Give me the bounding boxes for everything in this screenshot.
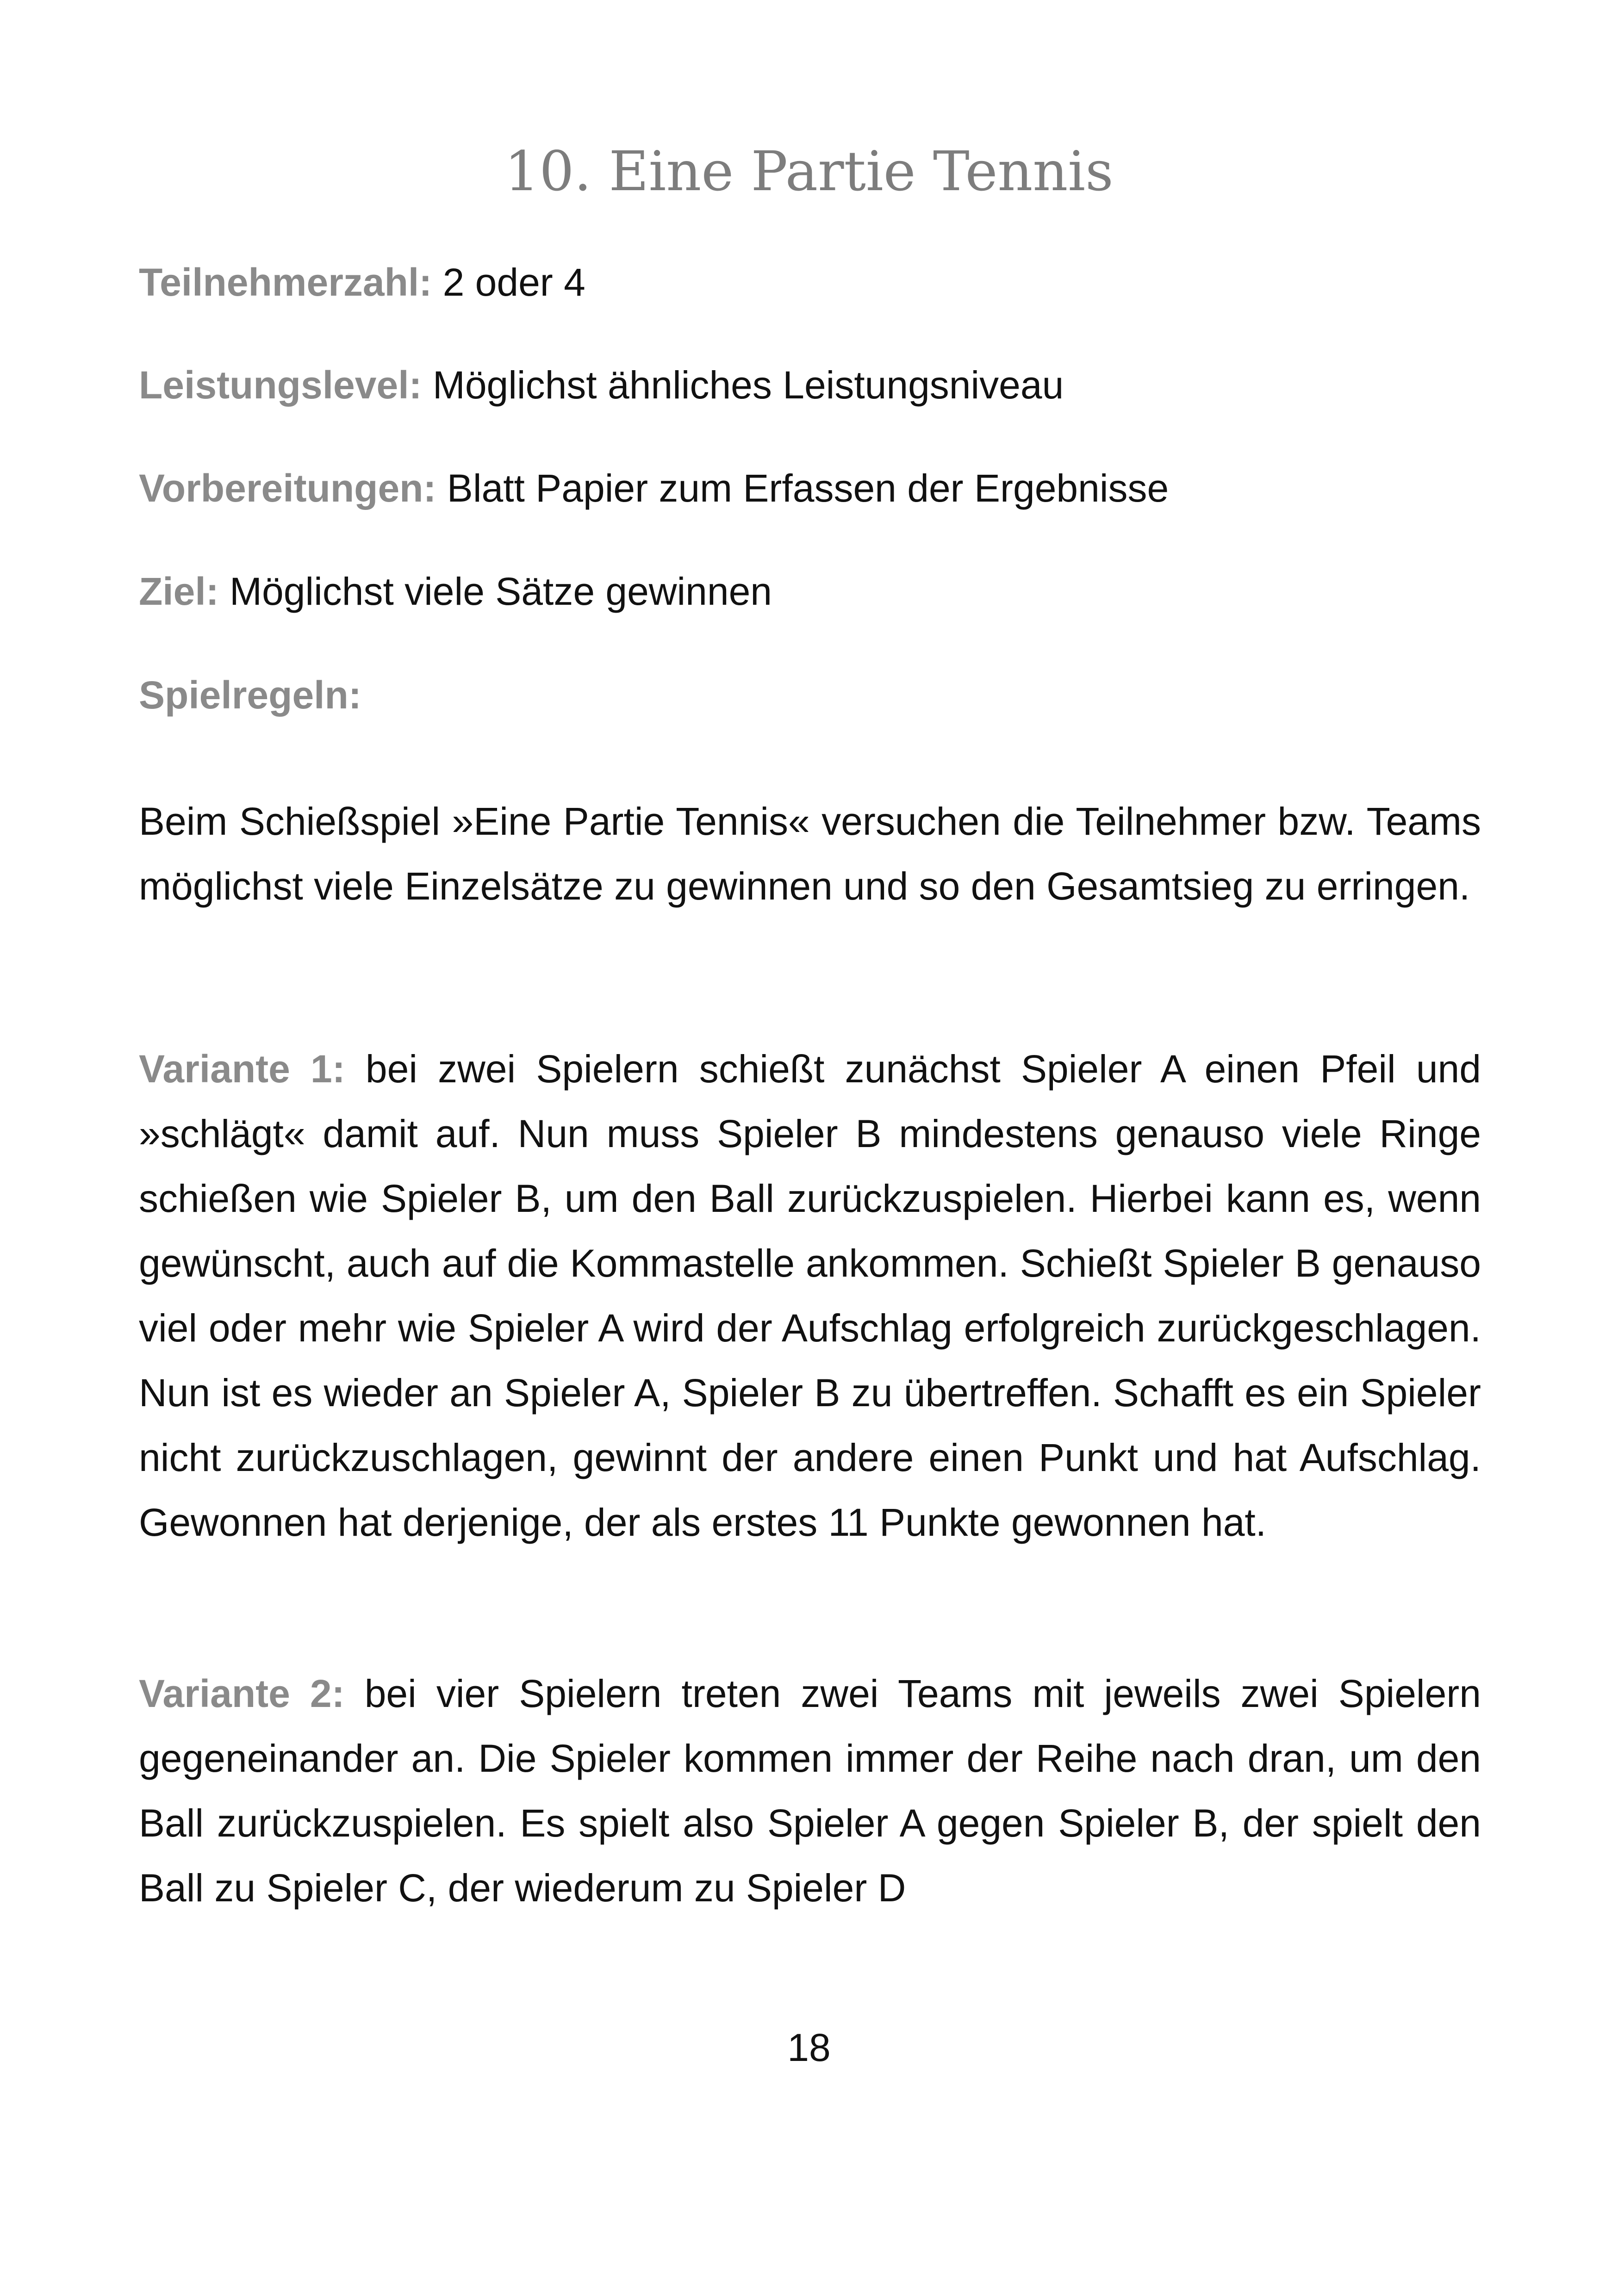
page-title: 10. Eine Partie Tennis	[504, 139, 1114, 203]
variant-label: Variante 1:	[139, 1047, 345, 1091]
variant-text: bei vier Spielern treten zwei Teams mit jeweils zwei Spielern gegeneinander an. Die Spieler kommen immer der Reihe nach dran, um den Ball zurückzuspielen. Es spielt also Spieler A gegen Spieler B, der spielt den Ball zu Spieler C, der wiederum zu Spieler D	[139, 1672, 1481, 1910]
meta-label: Leistungslevel:	[139, 363, 422, 407]
meta-value: Blatt Papier zum Erfassen der Ergebnisse	[436, 466, 1169, 510]
meta-label: Spielregeln:	[139, 673, 361, 717]
meta-rules-heading	[139, 672, 1481, 719]
meta-level	[139, 362, 1481, 409]
meta-value: Möglichst ähnliches Leistungsniveau	[422, 363, 1064, 407]
variant-text: bei zwei Spielern schießt zunächst Spieler A einen Pfeil und »schlägt« damit auf. Nun muss Spieler B mindestens genauso viele Ringe schießen wie Spieler B, um den Ball zurückzuspielen. Hierbei kann es, wenn gewünscht, auch auf die Kommastelle ankommen. Schießt Spieler B genauso viel oder mehr wie Spieler A wird der Aufschlag erfolgreich zurückgeschlagen. Nun ist es wieder an Spieler A, Spieler B zu übertreffen. Schafft es ein Spieler nicht zurückzuschlagen, gewinnt der andere einen Punkt und hat Aufschlag. Gewonnen hat derjenige, der als erstes 11 Punkte gewonnen hat.	[139, 1047, 1481, 1544]
variant-1-paragraph	[139, 1036, 1481, 1555]
page-number: 18	[787, 2026, 831, 2069]
variant-2-paragraph	[139, 1661, 1481, 1920]
meta-goal	[139, 568, 1481, 615]
meta-value: 2 oder 4	[432, 261, 585, 304]
meta-value: Möglichst viele Sätze gewinnen	[218, 570, 772, 613]
variant-label: Variante 2:	[139, 1672, 345, 1715]
meta-label: Teilnehmerzahl:	[139, 261, 432, 304]
meta-label: Ziel:	[139, 570, 219, 613]
meta-label: Vorbereitungen:	[139, 466, 436, 510]
meta-preparations	[139, 465, 1481, 512]
meta-participants	[139, 259, 1481, 306]
intro-paragraph: Beim Schießspiel »Eine Partie Tennis« versuchen die Teilnehmer bzw. Teams möglichst viele Einzelsätze zu gewinnen und so den Gesamtsieg zu erringen.	[139, 800, 1481, 908]
